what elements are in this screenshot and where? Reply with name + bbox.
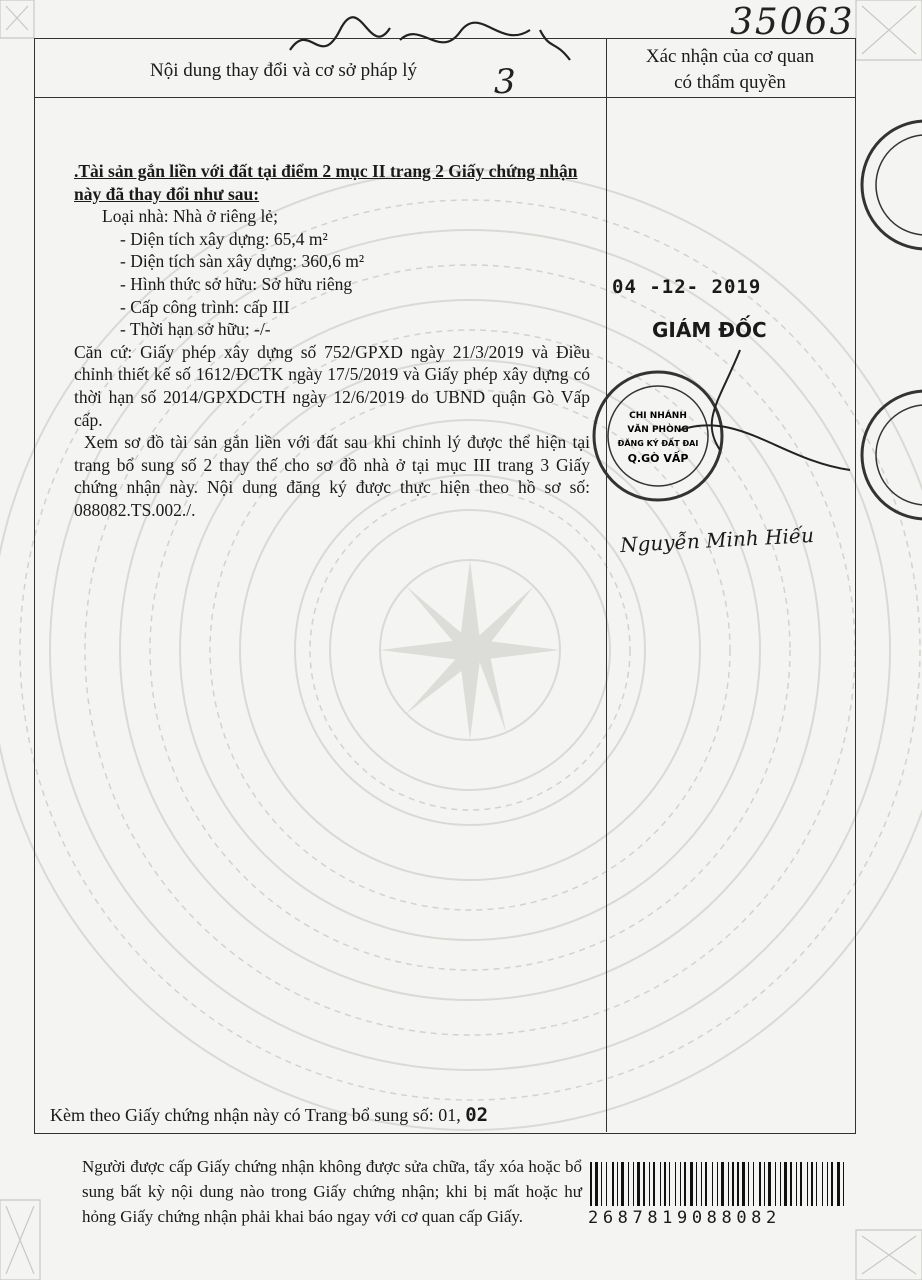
handwritten-number: 35063 (730, 2, 855, 43)
handwritten-note: 3 (494, 62, 516, 102)
seal-line1: CHI NHÁNH (629, 411, 687, 421)
attachment-line (50, 1104, 488, 1126)
diagram-note: Xem sơ đồ tài sản gắn liền với đất sau khi chỉnh lý được thể hiện tại trang bổ sung số 2 thay thế cho sơ đồ nhà ở tại mục III trang 3 Giấy chứng nhận này. Nội dung đăng ký được thực hiện theo hồ sơ số: 088082.TS.002./. (74, 432, 590, 520)
handwritten-scribble (280, 10, 580, 100)
authority-title-line2: có thẩm quyền (674, 72, 786, 93)
detail-item: - Hình thức sở hữu: Sở hữu riêng (120, 273, 353, 294)
footer-warning: Người được cấp Giấy chứng nhận không được sửa chữa, tẩy xóa hoặc bổ sung bất kỳ nội dung nào trong Giấy chứng nhận; khi bị mất hoặc hư hỏng Giấy chứng nhận phải khai báo ngay với cơ quan cấp Giấy. (82, 1157, 582, 1226)
changes-heading: .Tài sản gắn liền với đất tại điểm 2 mục II trang 2 Giấy chứng nhận này đã thay đổi như sau: (74, 161, 578, 204)
detail-item: - Diện tích sàn xây dựng: 360,6 m² (120, 251, 365, 272)
detail-item: - Cấp công trình: cấp III (120, 296, 290, 317)
attachment-text: Kèm theo Giấy chứng nhận này có Trang bổ sung số: 01, (50, 1105, 461, 1125)
seal-line3: ĐĂNG KÝ ĐẤT ĐAI (617, 439, 699, 448)
edge-seal-icon (850, 370, 922, 540)
authority-title-line1: Xác nhận của cơ quan (645, 46, 815, 67)
seal-line4: Q.GÒ VẤP (627, 452, 689, 465)
signer-name: Nguyễn Minh Hiếu (619, 522, 815, 558)
changes-content (74, 160, 590, 522)
handwritten-page-number: 02 (465, 1104, 489, 1126)
seal-line2: VĂN PHÒNG (627, 425, 689, 435)
changes-column-title: Nội dung thay đổi và cơ sở pháp lý (150, 60, 418, 81)
authority-column-title (612, 44, 848, 96)
detail-item: - Thời hạn sở hữu: -/- (120, 319, 271, 340)
confirmation-date: 04 -12- 2019 (612, 276, 762, 298)
legal-basis: Căn cứ: Giấy phép xây dựng số 752/GPXD ngày 21/3/2019 và Điều chỉnh thiết kế số 1612/ĐCTK ngày 17/5/2019 và Giấy phép xây dựng có thời hạn số 2014/GPXDCTH ngày 12/6/2019 do UBND quận Gò Vấp cấp. (74, 341, 590, 430)
signer-position: GIÁM ĐỐC (652, 318, 767, 342)
barcode-number: 2687819088082 (588, 1208, 781, 1228)
edge-seal-icon (856, 100, 922, 270)
column-divider (606, 38, 607, 1132)
signature-graphic (660, 340, 860, 490)
detail-item: - Diện tích xây dựng: 65,4 m² (120, 228, 328, 249)
house-type: Loại nhà: Nhà ở riêng lẻ; (102, 206, 278, 227)
